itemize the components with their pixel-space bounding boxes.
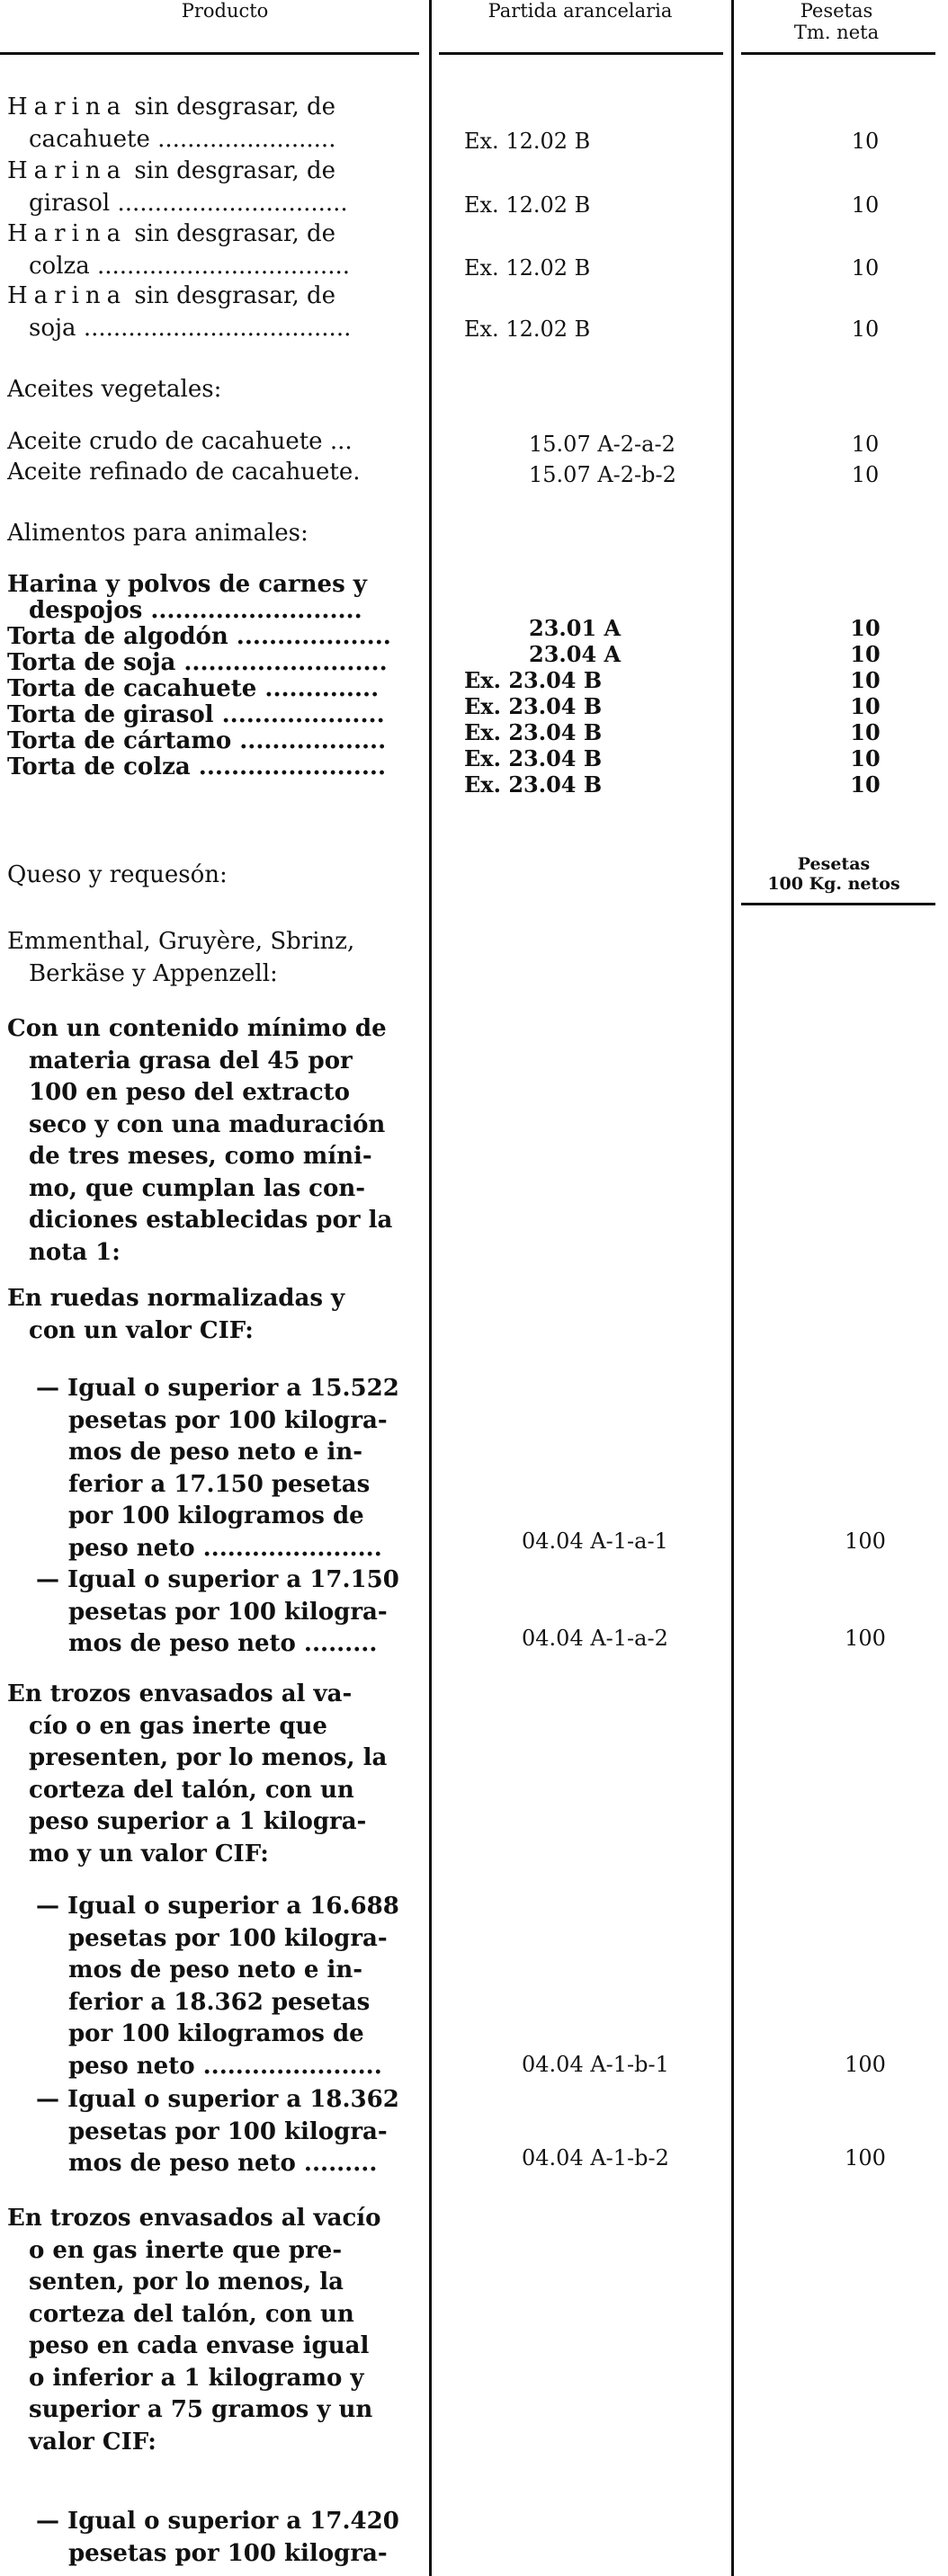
- code-torta-algodon: 23.04 A: [529, 641, 622, 667]
- val-torta-girasol: 10: [850, 719, 881, 745]
- val-trozos-2: 100: [845, 2145, 886, 2170]
- header-pesetas-line1: Pesetas: [800, 0, 873, 22]
- trozos1-line: peso superior a 1 kilogra-: [29, 1808, 367, 1835]
- torta-cartamo: Torta de cártamo ..................: [7, 728, 387, 754]
- header-rule-1: [0, 52, 419, 55]
- harina-rest: sin desgrasar, de: [127, 157, 336, 184]
- torta-soja: Torta de soja .........................: [7, 650, 388, 676]
- harina-cacahuete: [7, 92, 423, 156]
- r1-line: mos de peso neto e in-: [68, 1439, 363, 1466]
- trozos2-line: valor CIF:: [29, 2428, 157, 2456]
- harina-rest: sin desgrasar, de: [127, 94, 336, 120]
- r1-line: ferior a 17.150 pesetas: [68, 1470, 371, 1498]
- ruedas-item-1: [7, 1373, 423, 1564]
- val-torta-soja: 10: [850, 667, 881, 693]
- trozos2-line: senten, por lo menos, la: [29, 2268, 344, 2295]
- cond-line: seco y con una maduración: [29, 1110, 386, 1138]
- queso-heading: Queso y requesón:: [7, 861, 228, 888]
- r2-line: — Igual o superior a 17.150: [36, 1566, 399, 1593]
- val-torta-algodon: 10: [850, 641, 881, 667]
- harina-soja: [7, 281, 423, 344]
- r1-line: peso neto ......................: [68, 1534, 382, 1562]
- trozos1-line: cío o en gas inerte que: [29, 1712, 327, 1740]
- trozos-item-1: [7, 1891, 423, 2082]
- header-pesetas-line2: Tm. neta: [793, 22, 880, 43]
- val-ruedas-1: 100: [845, 1529, 886, 1554]
- harina-item-line2: colza ..................................: [29, 252, 350, 280]
- code-trozos-1: 04.04 A-1-b-1: [522, 2052, 669, 2077]
- harina-word: Harina: [7, 94, 128, 120]
- trozos2-line: En trozos envasados al vacío: [7, 2205, 381, 2232]
- code-torta-soja: Ex. 23.04 B: [464, 667, 603, 693]
- code-torta-colza: Ex. 23.04 B: [464, 771, 603, 798]
- code-harina-cacahuete: Ex. 12.02 B: [464, 129, 591, 154]
- cond-line: diciones establecidas por la: [29, 1207, 393, 1234]
- column-divider-1: [429, 0, 432, 2576]
- trozos1-line: En trozos envasados al va-: [7, 1680, 353, 1707]
- trozos1-line: corteza del talón, con un: [29, 1776, 354, 1804]
- val-torta-cartamo: 10: [850, 745, 881, 771]
- r1-line: — Igual o superior a 15.522: [36, 1375, 399, 1402]
- ruedas-line: con un valor CIF:: [29, 1316, 254, 1344]
- queso-types: [7, 926, 423, 990]
- ruedas-item-2: [7, 1564, 423, 1661]
- code-torta-girasol: Ex. 23.04 B: [464, 719, 603, 745]
- t3-line: — Igual o superior a 17.420: [36, 2508, 399, 2535]
- val-ruedas-2: 100: [845, 1626, 886, 1651]
- harina-girasol: [7, 156, 423, 219]
- alimentos-heading: Alimentos para animales:: [7, 520, 309, 547]
- trozos2-line: corteza del talón, con un: [29, 2300, 354, 2328]
- cond-line: mo, que cumplan las con-: [29, 1174, 366, 1202]
- header-rule-3: [741, 52, 935, 55]
- trozos2-line: superior a 75 gramos y un: [29, 2396, 373, 2423]
- val-aceite-refinado: 10: [851, 462, 880, 487]
- queso-trozos-1: [7, 1679, 423, 1870]
- r1-line: pesetas por 100 kilogra-: [68, 1406, 388, 1434]
- code-aceite-crudo: 15.07 A-2-a-2: [529, 432, 675, 457]
- val-harina-cacahuete: 10: [851, 129, 880, 154]
- t1-line: mos de peso neto e in-: [68, 1957, 363, 1983]
- queso-types-line1: Emmenthal, Gruyère, Sbrinz,: [7, 928, 355, 955]
- val-harina-carnes: 10: [850, 615, 881, 641]
- val-harina-girasol: 10: [851, 192, 880, 218]
- column-divider-2: [731, 0, 734, 2576]
- code-ruedas-1: 04.04 A-1-a-1: [522, 1529, 668, 1554]
- t1-line: — Igual o superior a 16.688: [36, 1893, 399, 1920]
- harina-word: Harina: [7, 157, 128, 184]
- t3-line: pesetas por 100 kilogra-: [68, 2539, 388, 2567]
- trozos1-line: presenten, por lo menos, la: [29, 1744, 388, 1771]
- cond-line: 100 en peso del extracto: [29, 1079, 351, 1106]
- code-harina-colza: Ex. 12.02 B: [464, 255, 591, 281]
- trozos1-line: mo y un valor CIF:: [29, 1840, 269, 1867]
- queso-trozos-2: [7, 2203, 423, 2458]
- trozos2-line: o en gas inerte que pre-: [29, 2236, 343, 2264]
- header-producto: Producto: [181, 0, 269, 22]
- cond-line: de tres meses, como míni-: [29, 1143, 372, 1170]
- code-aceite-refinado: 15.07 A-2-b-2: [529, 462, 676, 487]
- t2-line: — Igual o superior a 18.362: [36, 2086, 399, 2113]
- subheader-line2: 100 Kg. netos: [767, 874, 900, 894]
- trozos2-line: o inferior a 1 kilogramo y: [29, 2364, 364, 2392]
- subheader-line1: Pesetas: [797, 854, 871, 874]
- aceite-refinado: Aceite refinado de cacahuete.: [7, 459, 361, 486]
- header-pesetas: [747, 0, 926, 43]
- torta-algodon: Torta de algodón ...................: [7, 624, 391, 650]
- code-torta-cartamo: Ex. 23.04 B: [464, 745, 603, 771]
- torta-girasol: Torta de girasol ....................: [7, 702, 385, 728]
- aceite-crudo: Aceite crudo de cacahuete ...: [7, 428, 353, 455]
- harina-item-line2: girasol ...............................: [29, 189, 348, 217]
- subheader-rule: [741, 903, 935, 905]
- cond-line: nota 1:: [29, 1238, 121, 1266]
- t1-line: pesetas por 100 kilogra-: [68, 1924, 388, 1952]
- cond-line: Con un contenido mínimo de: [7, 1015, 387, 1042]
- harina-rest: sin desgrasar, de: [127, 282, 336, 309]
- harina-word: Harina: [7, 282, 128, 309]
- queso-types-line2: Berkäse y Appenzell:: [29, 959, 278, 987]
- subheader-pesetas-kg: [739, 854, 928, 894]
- harina-carnes-line2: despojos ..........................: [29, 598, 362, 624]
- queso-ruedas: [7, 1283, 423, 1347]
- code-harina-girasol: Ex. 12.02 B: [464, 192, 591, 218]
- t1-line: por 100 kilogramos de: [68, 2020, 364, 2047]
- harina-item-line2: cacahuete ........................: [29, 125, 336, 153]
- harina-colza: [7, 218, 423, 282]
- trozos-item-3: [7, 2506, 423, 2570]
- alimentos-list: [7, 572, 423, 780]
- code-torta-cacahuete: Ex. 23.04 B: [464, 693, 603, 719]
- val-torta-colza: 10: [850, 771, 881, 798]
- queso-condiciones: [7, 1013, 423, 1269]
- aceites-list: [7, 426, 423, 487]
- r2-line: pesetas por 100 kilogra-: [68, 1598, 388, 1626]
- val-harina-soja: 10: [851, 316, 880, 342]
- trozos2-line: peso en cada envase igual: [29, 2332, 370, 2359]
- r2-line: mos de peso neto .........: [68, 1630, 378, 1657]
- harina-item-line2: soja ....................................: [29, 314, 352, 342]
- ruedas-line: En ruedas normalizadas y: [7, 1285, 345, 1312]
- t1-line: peso neto ......................: [68, 2052, 382, 2080]
- code-harina-soja: Ex. 12.02 B: [464, 316, 591, 342]
- trozos-item-2: [7, 2084, 423, 2180]
- torta-colza: Torta de colza .......................: [7, 754, 386, 780]
- harina-carnes-line1: Harina y polvos de carnes y: [7, 572, 367, 598]
- val-harina-colza: 10: [851, 255, 880, 281]
- header-partida: Partida arancelaria: [487, 0, 673, 22]
- t2-line: pesetas por 100 kilogra-: [68, 2117, 388, 2145]
- header-rule-2: [439, 52, 723, 55]
- aceites-heading: Aceites vegetales:: [7, 376, 222, 403]
- harina-rest: sin desgrasar, de: [127, 220, 336, 247]
- code-ruedas-2: 04.04 A-1-a-2: [522, 1626, 668, 1651]
- val-trozos-1: 100: [845, 2052, 886, 2077]
- code-trozos-2: 04.04 A-1-b-2: [522, 2145, 669, 2170]
- harina-word: Harina: [7, 220, 128, 247]
- t2-line: mos de peso neto .........: [68, 2150, 378, 2177]
- cond-line: materia grasa del 45 por: [29, 1047, 353, 1074]
- t1-line: ferior a 18.362 pesetas: [68, 1988, 371, 2016]
- val-torta-cacahuete: 10: [850, 693, 881, 719]
- torta-cacahuete: Torta de cacahuete ..............: [7, 676, 380, 702]
- val-aceite-crudo: 10: [851, 432, 880, 457]
- r1-line: por 100 kilogramos de: [68, 1502, 364, 1529]
- code-harina-carnes: 23.01 A: [529, 615, 622, 641]
